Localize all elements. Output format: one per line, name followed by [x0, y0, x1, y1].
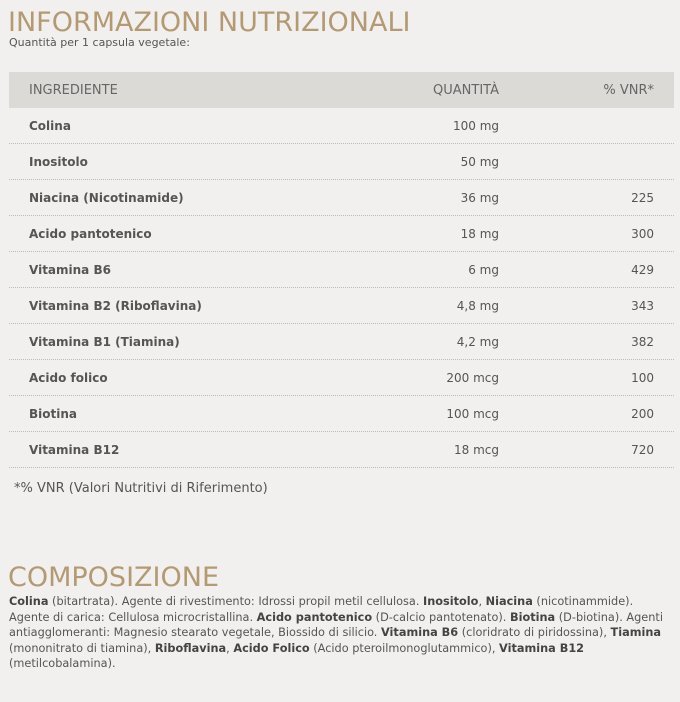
ingredient-name: Acido folico: [29, 371, 108, 385]
ingredient-vnr: 300: [631, 227, 654, 241]
ingredient-vnr: 225: [631, 191, 654, 205]
header-quantity: QUANTITÀ: [433, 83, 499, 98]
table-row: [9, 216, 674, 252]
ingredient-vnr: 382: [631, 335, 654, 349]
table-row: [9, 396, 674, 432]
composition-title: COMPOSIZIONE: [8, 562, 220, 593]
ingredient-quantity: 200 mcg: [446, 371, 499, 385]
table-header: [9, 72, 674, 108]
composition-segment: (bitartrata). Agente di rivestimento: Idrossi propil metil cellulosa.: [48, 595, 424, 608]
ingredient-quantity: 4,8 mg: [456, 299, 499, 313]
nutrition-title: INFORMAZIONI NUTRIZIONALI: [8, 7, 411, 38]
vnr-footnote: *% VNR (Valori Nutritivi di Riferimento): [14, 481, 268, 496]
composition-segment: ,: [478, 595, 486, 608]
ingredient-quantity: 6 mg: [468, 263, 499, 277]
ingredient-quantity: 18 mcg: [454, 443, 499, 457]
ingredient-quantity: 4,2 mg: [456, 335, 499, 349]
composition-ingredient: Vitamina B12: [499, 641, 585, 655]
ingredient-name: Vitamina B12: [29, 443, 120, 457]
composition-segment: (cloridrato di piridossina),: [458, 626, 611, 640]
nutrition-subtitle: Quantità per 1 capsula vegetale:: [9, 36, 190, 49]
ingredient-vnr: 720: [631, 443, 654, 457]
composition-segment: (D-biotina). Agenti antiagglomeranti: Magnesio stearato vegetale, Biossido di silicio.: [9, 610, 663, 640]
ingredient-name: Acido pantotenico: [29, 227, 152, 241]
ingredient-quantity: 18 mg: [460, 227, 499, 241]
ingredient-quantity: 50 mg: [460, 155, 499, 169]
composition-text: [9, 594, 674, 672]
composition-segment: (nicotinammide). Agente di carica: Cellulosa microcristallina.: [9, 595, 634, 624]
composition-segment: (metilcobalamina).: [9, 657, 116, 671]
table-row: [9, 252, 674, 288]
composition-ingredient: Biotina: [509, 610, 556, 624]
composition-ingredient: Acido Folico: [233, 641, 310, 655]
ingredient-name: Niacina (Nicotinamide): [29, 191, 184, 205]
table-row: [9, 144, 674, 180]
table-row: [9, 360, 674, 396]
table-row: [9, 180, 674, 216]
composition-ingredient: Tiamina: [610, 626, 662, 640]
ingredient-vnr: 343: [631, 299, 654, 313]
ingredient-vnr: 429: [631, 263, 654, 277]
composition-segment: (Acido pteroilmonoglutammico),: [309, 641, 500, 655]
table-row: [9, 108, 674, 144]
ingredient-name: Vitamina B2 (Riboflavina): [29, 299, 202, 313]
composition-ingredient: Riboflavina: [154, 641, 227, 655]
header-ingredient: INGREDIENTE: [29, 83, 118, 98]
table-body: [9, 108, 674, 468]
composition-ingredient: Colina: [9, 595, 49, 608]
nutrition-table: [9, 72, 674, 468]
ingredient-vnr: 200: [631, 407, 654, 421]
ingredient-name: Vitamina B6: [29, 263, 111, 277]
ingredient-vnr: 100: [631, 371, 654, 385]
table-row: [9, 324, 674, 360]
ingredient-quantity: 100 mg: [452, 119, 499, 133]
composition-segment: ,: [226, 641, 234, 655]
ingredient-quantity: 100 mcg: [446, 407, 499, 421]
composition-ingredient: Vitamina B6: [381, 626, 459, 640]
composition-segment: (mononitrato di tiamina),: [9, 641, 155, 655]
composition-ingredient: Niacina: [485, 595, 533, 608]
composition-segment: (D-calcio pantotenato).: [372, 610, 510, 624]
composition-ingredient: Acido pantotenico: [256, 610, 373, 624]
ingredient-name: Colina: [29, 119, 71, 133]
header-vnr: % VNR*: [603, 83, 654, 98]
table-row: [9, 432, 674, 468]
ingredient-name: Inositolo: [29, 155, 88, 169]
composition-ingredient: Inositolo: [423, 595, 479, 608]
ingredient-quantity: 36 mg: [460, 191, 499, 205]
table-row: [9, 288, 674, 324]
ingredient-name: Biotina: [29, 407, 77, 421]
ingredient-name: Vitamina B1 (Tiamina): [29, 335, 180, 349]
